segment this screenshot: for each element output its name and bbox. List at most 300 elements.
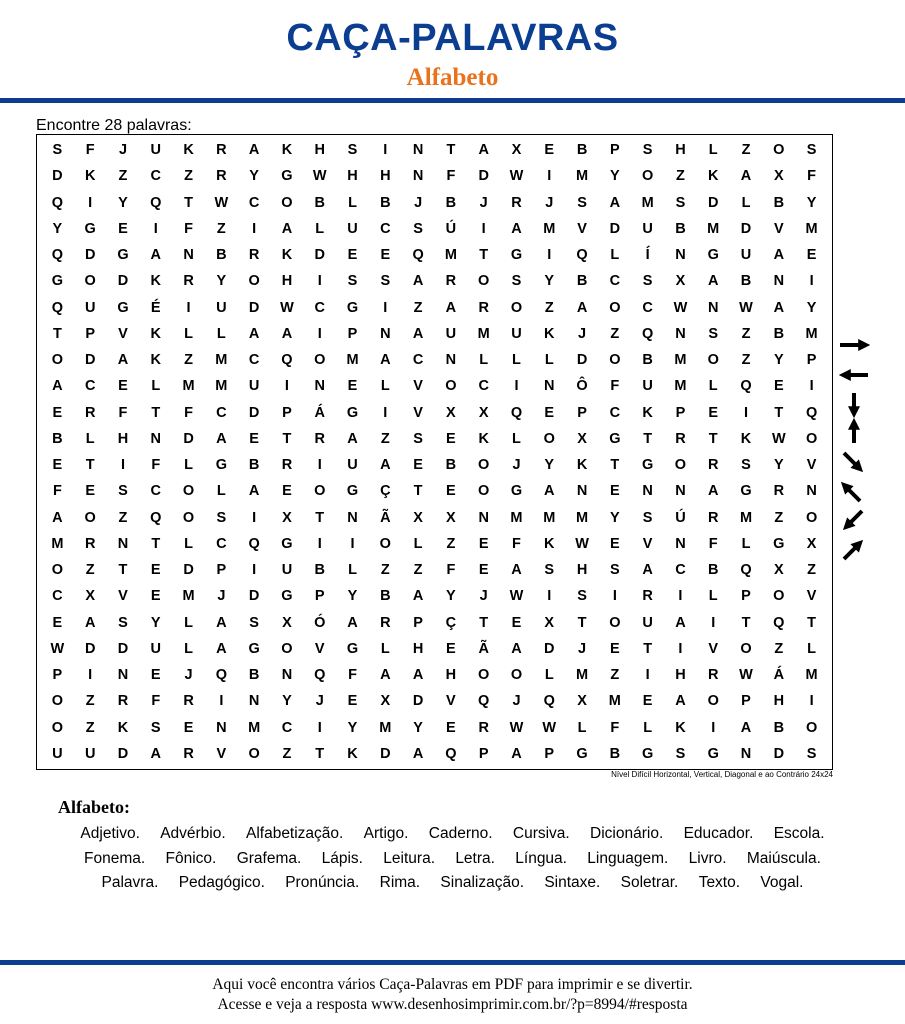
grid-cell: A xyxy=(576,299,588,316)
grid-cell: B xyxy=(445,194,457,211)
grid-cell: J xyxy=(414,194,423,211)
grid-cell: G xyxy=(773,535,785,552)
grid-cell: I xyxy=(383,404,388,421)
grid-cell: Y xyxy=(610,168,620,185)
grid-cell: L xyxy=(544,667,554,684)
grid-cell: J xyxy=(217,588,226,605)
grid-cell: O xyxy=(740,640,752,657)
grid-cell: B xyxy=(248,457,260,474)
grid-cell: Q xyxy=(150,509,162,526)
grid-cell: L xyxy=(512,430,521,447)
grid-cell: B xyxy=(675,220,686,237)
grid-cell: D xyxy=(707,194,719,211)
grid-cell: C xyxy=(248,194,260,211)
grid-cell: D xyxy=(117,273,129,290)
grid-cell: O xyxy=(805,430,818,447)
grid-cell: W xyxy=(575,535,589,552)
grid-cell: E xyxy=(478,562,489,579)
grid-cell: L xyxy=(413,535,423,552)
grid-cell: F xyxy=(610,378,620,395)
grid-cell: H xyxy=(675,667,686,684)
grid-cell: O xyxy=(773,142,785,159)
grid-cell: L xyxy=(479,352,489,369)
grid-cell: S xyxy=(544,562,555,579)
grid-cell: D xyxy=(478,168,489,185)
grid-cell: K xyxy=(84,168,96,185)
grid-cell: E xyxy=(413,457,423,474)
grid-cell: C xyxy=(248,352,260,369)
grid-cell: M xyxy=(576,168,589,185)
grid-cell: O xyxy=(478,483,490,500)
word-list-title: Alfabeto: xyxy=(58,797,130,817)
grid-cell: O xyxy=(379,535,391,552)
grid-cell: L xyxy=(708,378,718,395)
grid-cell: R xyxy=(380,614,391,631)
grid-cell: C xyxy=(478,378,489,395)
grid-cell: A xyxy=(248,483,260,500)
grid-cell: Y xyxy=(118,194,128,211)
grid-cell: V xyxy=(773,220,784,237)
grid-cell: O xyxy=(248,273,260,290)
grid-cell: U xyxy=(642,614,653,631)
grid-cell: R xyxy=(511,194,522,211)
grid-cell: A xyxy=(740,719,752,736)
grid-cell: A xyxy=(150,247,161,264)
grid-cell: N xyxy=(150,430,161,447)
grid-cell: N xyxy=(248,693,260,710)
grid-cell: H xyxy=(380,168,391,185)
grid-cell: I xyxy=(88,667,93,684)
grid-cell: Y xyxy=(52,220,63,237)
grid-cell: É xyxy=(150,299,161,316)
grid-cell: L xyxy=(380,378,390,395)
grid-cell: U xyxy=(84,299,96,316)
grid-cell: I xyxy=(153,220,158,237)
grid-cell: A xyxy=(478,142,489,159)
grid-cell: Z xyxy=(774,509,784,526)
word-list-item: Cursiva. xyxy=(512,825,570,842)
grid-cell: Z xyxy=(741,352,751,369)
grid-cell: Á xyxy=(773,667,785,684)
grid-cell: S xyxy=(52,142,63,159)
grid-cell: L xyxy=(544,352,554,369)
grid-cell: B xyxy=(773,719,785,736)
grid-cell: T xyxy=(85,457,95,474)
word-list-item: Fônico. xyxy=(165,849,217,867)
grid-cell: E xyxy=(52,404,63,421)
grid-cell: P xyxy=(478,745,489,762)
grid-cell: S xyxy=(642,142,653,159)
grid-cell: O xyxy=(510,299,523,316)
grid-cell: R xyxy=(445,273,457,290)
word-list xyxy=(50,822,855,896)
grid-cell: E xyxy=(446,430,456,447)
grid-cell: I xyxy=(514,378,519,395)
word-list-item: Rima. xyxy=(379,874,421,891)
grid-cell: L xyxy=(184,535,193,552)
grid-cell: R xyxy=(675,430,686,447)
grid-cell: T xyxy=(184,194,193,211)
grid-cell: U xyxy=(281,562,293,579)
grid-cell: G xyxy=(281,168,293,185)
grid-cell: A xyxy=(675,693,686,710)
grid-cell: C xyxy=(150,168,161,185)
grid-cell: J xyxy=(184,667,193,684)
grid-cell: L xyxy=(708,588,718,605)
grid-cell: T xyxy=(118,562,128,579)
grid-cell: O xyxy=(805,719,818,736)
grid-cell: G xyxy=(346,299,359,316)
grid-cell: S xyxy=(118,483,128,500)
grid-cell: T xyxy=(774,404,784,421)
grid-cell: Y xyxy=(806,299,817,316)
grid-cell: A xyxy=(412,588,424,605)
grid-cell: I xyxy=(284,378,289,395)
grid-cell: M xyxy=(543,509,556,526)
grid-cell: E xyxy=(642,693,653,710)
grid-cell: J xyxy=(512,457,521,474)
grid-cell: J xyxy=(512,693,521,710)
grid-cell: B xyxy=(52,430,63,447)
grid-cell: I xyxy=(744,404,749,421)
grid-cell: L xyxy=(741,535,751,552)
grid-cell: E xyxy=(708,404,719,421)
grid-cell: U xyxy=(216,299,227,316)
top-rule xyxy=(0,98,905,103)
grid-cell: Q xyxy=(773,614,785,631)
grid-cell: Ú xyxy=(675,509,686,526)
instruction-text: Encontre 28 palavras: xyxy=(36,117,192,134)
grid-cell: L xyxy=(643,719,653,736)
grid-cell: Z xyxy=(446,535,456,552)
grid-cell: I xyxy=(317,719,322,736)
grid-cell: W xyxy=(509,588,524,605)
grid-cell: I xyxy=(186,299,191,316)
grid-cell: Z xyxy=(741,142,751,159)
grid-cell: M xyxy=(576,667,589,684)
grid-cell: U xyxy=(150,640,161,657)
grid-cell: J xyxy=(578,325,587,342)
grid-cell: O xyxy=(773,588,785,605)
grid-cell: W xyxy=(739,299,753,316)
grid-cell: P xyxy=(314,588,325,605)
grid-cell: A xyxy=(52,378,63,395)
grid-cell: F xyxy=(151,693,161,710)
grid-cell: J xyxy=(479,588,488,605)
grid-cell: O xyxy=(543,430,555,447)
grid-cell: I xyxy=(711,719,716,736)
grid-cell: Z xyxy=(676,168,685,185)
page-title: CAÇA-PALAVRAS xyxy=(286,17,619,59)
word-list-item: Alfabetização. xyxy=(245,825,344,842)
grid-cell: F xyxy=(85,142,95,159)
grid-cell: A xyxy=(609,194,621,211)
grid-cell: A xyxy=(511,745,522,762)
grid-cell: O xyxy=(51,562,64,579)
difficulty-note: Nível Difícil Horizontal, Vertical, Diagonal e ao Contrário 24x24 xyxy=(611,770,833,779)
grid-cell: Y xyxy=(150,614,161,631)
grid-cell: I xyxy=(809,693,814,710)
grid-cell: T xyxy=(413,483,423,500)
grid-cell: P xyxy=(347,325,358,342)
grid-cell: D xyxy=(52,168,63,185)
word-list-item: Caderno. xyxy=(428,825,493,842)
word-list-item: Dicionário. xyxy=(590,825,664,842)
grid-cell: N xyxy=(478,509,489,526)
grid-cell: I xyxy=(481,220,486,237)
grid-cell: Z xyxy=(184,352,193,369)
arrow-up-left-icon xyxy=(846,487,860,501)
grid-cell: A xyxy=(707,483,719,500)
grid-cell: G xyxy=(281,588,293,605)
grid-cell: O xyxy=(84,273,96,290)
grid-cell: X xyxy=(380,693,391,710)
grid-cell: X xyxy=(577,430,587,447)
grid-cell: O xyxy=(707,693,719,710)
grid-cell: K xyxy=(707,168,719,185)
grid-cell: K xyxy=(150,325,161,342)
word-list-item: Letra. xyxy=(455,849,495,867)
grid-cell: K xyxy=(544,325,555,342)
grid-cell: I xyxy=(317,273,322,290)
grid-cell: T xyxy=(151,404,161,421)
grid-cell: X xyxy=(446,509,456,526)
grid-cell: B xyxy=(445,457,457,474)
grid-cell: X xyxy=(544,614,555,631)
grid-cell: A xyxy=(216,614,227,631)
grid-cell: P xyxy=(610,142,620,159)
grid-cell: Z xyxy=(610,667,620,684)
grid-cell: R xyxy=(773,483,785,500)
grid-cell: S xyxy=(642,273,653,290)
grid-cell: C xyxy=(314,299,325,316)
grid-cell: Z xyxy=(610,325,620,342)
grid-cell: D xyxy=(117,640,129,657)
grid-cell: T xyxy=(479,247,489,264)
grid-cell: Ç xyxy=(380,483,391,500)
grid-cell: D xyxy=(740,220,752,237)
grid-cell: M xyxy=(51,535,64,552)
grid-cell: Á xyxy=(314,404,325,421)
grid-cell: A xyxy=(511,220,522,237)
grid-cell: Z xyxy=(85,693,95,710)
grid-cell: A xyxy=(445,299,457,316)
grid-cell: E xyxy=(52,614,63,631)
grid-cell: O xyxy=(314,483,326,500)
grid-cell: B xyxy=(314,194,325,211)
grid-cell: N xyxy=(117,667,129,684)
grid-cell: K xyxy=(544,535,555,552)
grid-cell: A xyxy=(412,273,424,290)
grid-cell: T xyxy=(643,640,653,657)
grid-cell: U xyxy=(347,220,358,237)
grid-cell: C xyxy=(642,299,653,316)
grid-cell: A xyxy=(281,220,293,237)
word-search-grid xyxy=(36,134,833,770)
grid-cell: A xyxy=(216,640,227,657)
grid-cell: E xyxy=(85,483,96,500)
grid-cell: R xyxy=(117,693,129,710)
grid-cell: M xyxy=(346,352,359,369)
grid-cell: W xyxy=(50,640,65,657)
bottom-rule xyxy=(0,960,905,965)
grid-cell: H xyxy=(675,142,686,159)
grid-cell: Y xyxy=(610,509,620,526)
footer-line-2: Acesse e veja a resposta www.desenhosimprimir.com.br/?p=8994/#resposta xyxy=(217,996,688,1013)
grid-cell: E xyxy=(610,483,620,500)
grid-cell: I xyxy=(711,614,716,631)
grid-cell: D xyxy=(544,640,555,657)
grid-cell: A xyxy=(216,430,227,447)
grid-cell: Ô xyxy=(576,378,588,395)
grid-cell: P xyxy=(216,562,227,579)
grid-cell: V xyxy=(118,325,128,342)
grid-cell: U xyxy=(511,325,522,342)
grid-cell: P xyxy=(741,588,751,605)
grid-cell: F xyxy=(184,404,193,421)
word-list-item: Leitura. xyxy=(383,849,435,867)
grid-cell: A xyxy=(675,614,686,631)
grid-cell: A xyxy=(773,247,785,264)
grid-cell: L xyxy=(708,142,718,159)
grid-cell: S xyxy=(642,509,653,526)
grid-cell: O xyxy=(478,273,490,290)
grid-cell: X xyxy=(806,535,817,552)
grid-cell: F xyxy=(151,457,161,474)
grid-cell: N xyxy=(183,247,194,264)
grid-cell: W xyxy=(214,194,229,211)
grid-cell: B xyxy=(576,142,588,159)
grid-cell: G xyxy=(609,430,621,447)
grid-cell: U xyxy=(347,457,358,474)
grid-cell: A xyxy=(248,325,260,342)
grid-cell: K xyxy=(117,719,129,736)
grid-cell: V xyxy=(642,535,653,552)
grid-cell: D xyxy=(248,299,260,316)
grid-cell: R xyxy=(478,719,489,736)
grid-cell: L xyxy=(184,325,193,342)
grid-cell: I xyxy=(252,562,257,579)
grid-cell: Ú xyxy=(445,220,457,237)
word-list-item: Grafema. xyxy=(236,849,302,867)
grid-cell: R xyxy=(183,273,194,290)
grid-cell: A xyxy=(412,667,424,684)
grid-cell: P xyxy=(52,667,63,684)
grid-cell: X xyxy=(478,404,489,421)
grid-cell: A xyxy=(347,614,358,631)
grid-cell: O xyxy=(445,378,457,395)
grid-cell: Z xyxy=(184,168,193,185)
grid-cell: O xyxy=(609,614,621,631)
grid-cell: G xyxy=(740,483,752,500)
page-subtitle: Alfabeto xyxy=(406,64,499,91)
grid-cell: G xyxy=(576,745,588,762)
grid-cell: E xyxy=(118,220,128,237)
grid-cell: A xyxy=(511,562,522,579)
grid-cell: S xyxy=(150,719,161,736)
grid-cell: S xyxy=(216,509,227,526)
grid-cell: O xyxy=(51,693,64,710)
grid-cell: E xyxy=(150,588,161,605)
grid-cell: M xyxy=(608,693,621,710)
word-list-item: Adjetivo. xyxy=(80,825,140,842)
grid-cell: E xyxy=(478,535,489,552)
grid-cell: M xyxy=(215,378,228,395)
grid-cell: B xyxy=(314,562,325,579)
grid-cell: Z xyxy=(380,430,390,447)
grid-cell: M xyxy=(674,352,687,369)
grid-cell: E xyxy=(282,483,292,500)
grid-cell: M xyxy=(674,378,687,395)
word-list-item: Maiúscula. xyxy=(746,849,821,867)
grid-cell: H xyxy=(281,273,293,290)
grid-cell: B xyxy=(773,194,785,211)
grid-cell: I xyxy=(383,142,388,159)
grid-cell: S xyxy=(511,273,522,290)
grid-cell: K xyxy=(740,430,752,447)
grid-cell: N xyxy=(412,142,424,159)
word-list-item: Vogal. xyxy=(760,874,804,891)
word-list-item: Sinalização. xyxy=(440,874,524,891)
grid-cell: M xyxy=(543,220,556,237)
grid-cell: W xyxy=(509,719,524,736)
grid-cell: T xyxy=(643,430,653,447)
grid-cell: M xyxy=(248,719,261,736)
grid-cell: V xyxy=(806,457,817,474)
grid-cell: P xyxy=(675,404,686,421)
grid-cell: Q xyxy=(445,745,457,762)
grid-cell: S xyxy=(708,325,719,342)
word-list-item: Livro. xyxy=(688,849,727,867)
grid-cell: Q xyxy=(740,378,752,395)
grid-cell: K xyxy=(478,430,489,447)
grid-cell: R xyxy=(707,509,719,526)
grid-cell: C xyxy=(412,352,424,369)
grid-cell: C xyxy=(609,404,621,421)
grid-cell: G xyxy=(707,247,719,264)
grid-cell: M xyxy=(477,325,490,342)
grid-cell: B xyxy=(380,588,391,605)
grid-cell: S xyxy=(380,273,391,290)
grid-cell: I xyxy=(678,588,683,605)
grid-cell: K xyxy=(347,745,358,762)
grid-cell: P xyxy=(544,745,555,762)
word-list-item: Linguagem. xyxy=(587,849,669,867)
grid-cell: W xyxy=(312,168,327,185)
grid-cell: D xyxy=(183,562,194,579)
grid-cell: H xyxy=(314,142,325,159)
grid-cell: L xyxy=(348,194,357,211)
grid-cell: M xyxy=(182,378,195,395)
grid-cell: X xyxy=(282,614,292,631)
grid-cell: Z xyxy=(413,299,423,316)
grid-cell: I xyxy=(547,247,552,264)
grid-cell: N xyxy=(412,168,424,185)
grid-cell: O xyxy=(609,352,621,369)
grid-cell: Ã xyxy=(478,640,489,657)
grid-cell: Z xyxy=(216,220,226,237)
grid-cell: Q xyxy=(314,667,326,684)
word-list-item: Palavra. xyxy=(101,874,159,891)
grid-cell: E xyxy=(610,640,620,657)
grid-cell: G xyxy=(117,247,129,264)
grid-cell: D xyxy=(412,693,424,710)
grid-cell: K xyxy=(150,352,161,369)
grid-cell: I xyxy=(120,457,125,474)
grid-cell: A xyxy=(544,483,555,500)
grid-cell: Ó xyxy=(314,614,326,631)
grid-cell: X xyxy=(511,142,522,159)
